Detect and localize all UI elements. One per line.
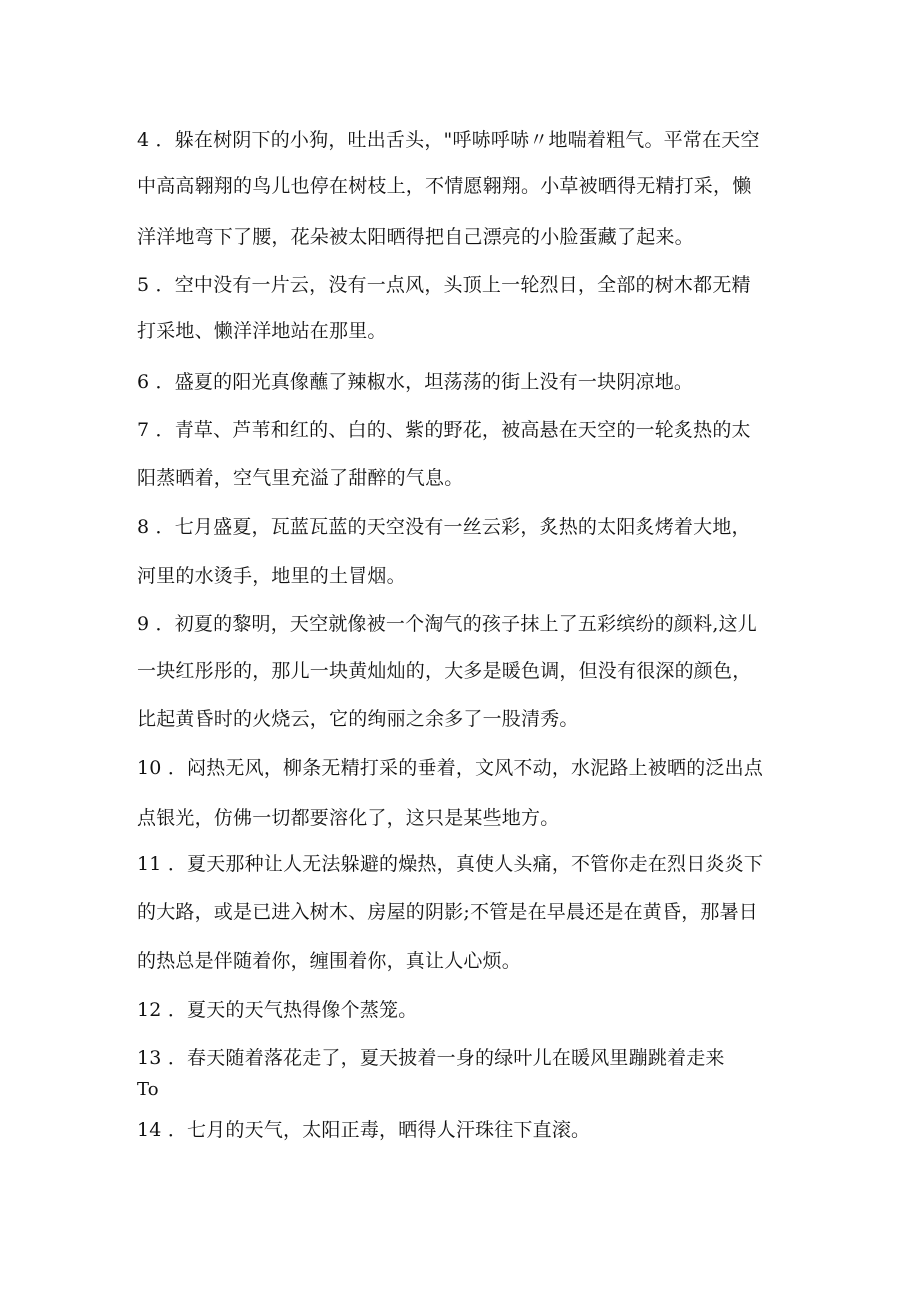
- text-line: To: [137, 1079, 159, 1100]
- text-line: 点银光，仿佛一切都要溶化了，这只是某些地方。: [137, 807, 560, 829]
- text-line: 河里的水烫手，地里的土冒烟。: [137, 565, 406, 587]
- text-line: 的大路，或是已进入树木、房屋的阴影;不管是在早晨还是在黄昏，那暑日: [137, 901, 759, 923]
- text-line: 10 ．闷热无风，柳条无精打采的垂着，文风不动，水泥路上被晒的泛出点: [137, 757, 764, 779]
- text-line: 5 ．空中没有一片云，没有一点风，头顶上一轮烈日，全部的树木都无精: [137, 274, 751, 296]
- text-line: 11 ．夏天那种让人无法躲避的燥热，真使人头痛，不管你走在烈日炎炎下: [137, 853, 764, 875]
- text-line: 洋洋地弯下了腰，花朵被太阳晒得把自己漂亮的小脸蛋藏了起来。: [137, 226, 694, 248]
- text-line: 14 ．七月的天气，太阳正毒，晒得人汗珠往下直滚。: [137, 1119, 591, 1141]
- text-line: 比起黄昏时的火烧云，它的绚丽之余多了一股清秀。: [137, 708, 579, 730]
- text-line: 7 ．青草、芦苇和红的、白的、紫的野花，被高悬在天空的一轮炙热的太: [137, 419, 751, 441]
- text-line: 打采地、懒洋洋地站在那里。: [137, 320, 387, 342]
- text-line: 8 ．七月盛夏，瓦蓝瓦蓝的天空没有一丝云彩，炙热的太阳炙烤着大地，: [137, 516, 751, 538]
- text-line: 12 ．夏天的天气热得像个蒸笼。: [137, 999, 418, 1021]
- text-line: 4 ．躲在树阴下的小狗，吐出舌头，"呼哧呼哧〃地喘着粗气。平常在天空: [137, 129, 760, 151]
- text-line: 13 ．春天随着落花走了，夏天披着一身的绿叶儿在暖风里蹦跳着走来: [137, 1047, 725, 1069]
- text-line: 中高高翱翔的鸟儿也停在树枝上，不情愿翱翔。小草被晒得无精打采，懒: [137, 175, 752, 197]
- text-line: 6 ．盛夏的阳光真像蘸了辣椒水，坦荡荡的街上没有一块阴凉地。: [137, 371, 694, 393]
- text-line: 9 ．初夏的黎明，天空就像被一个淘气的孩子抹上了五彩缤纷的颜料,这儿: [137, 613, 757, 635]
- text-line: 的热总是伴随着你，缠围着你，真让人心烦。: [137, 950, 522, 972]
- text-line: 阳蒸晒着，空气里充溢了甜醉的气息。: [137, 467, 464, 489]
- text-line: 一块红彤彤的，那儿一块黄灿灿的，大多是暖色调，但没有很深的颜色，: [137, 660, 752, 682]
